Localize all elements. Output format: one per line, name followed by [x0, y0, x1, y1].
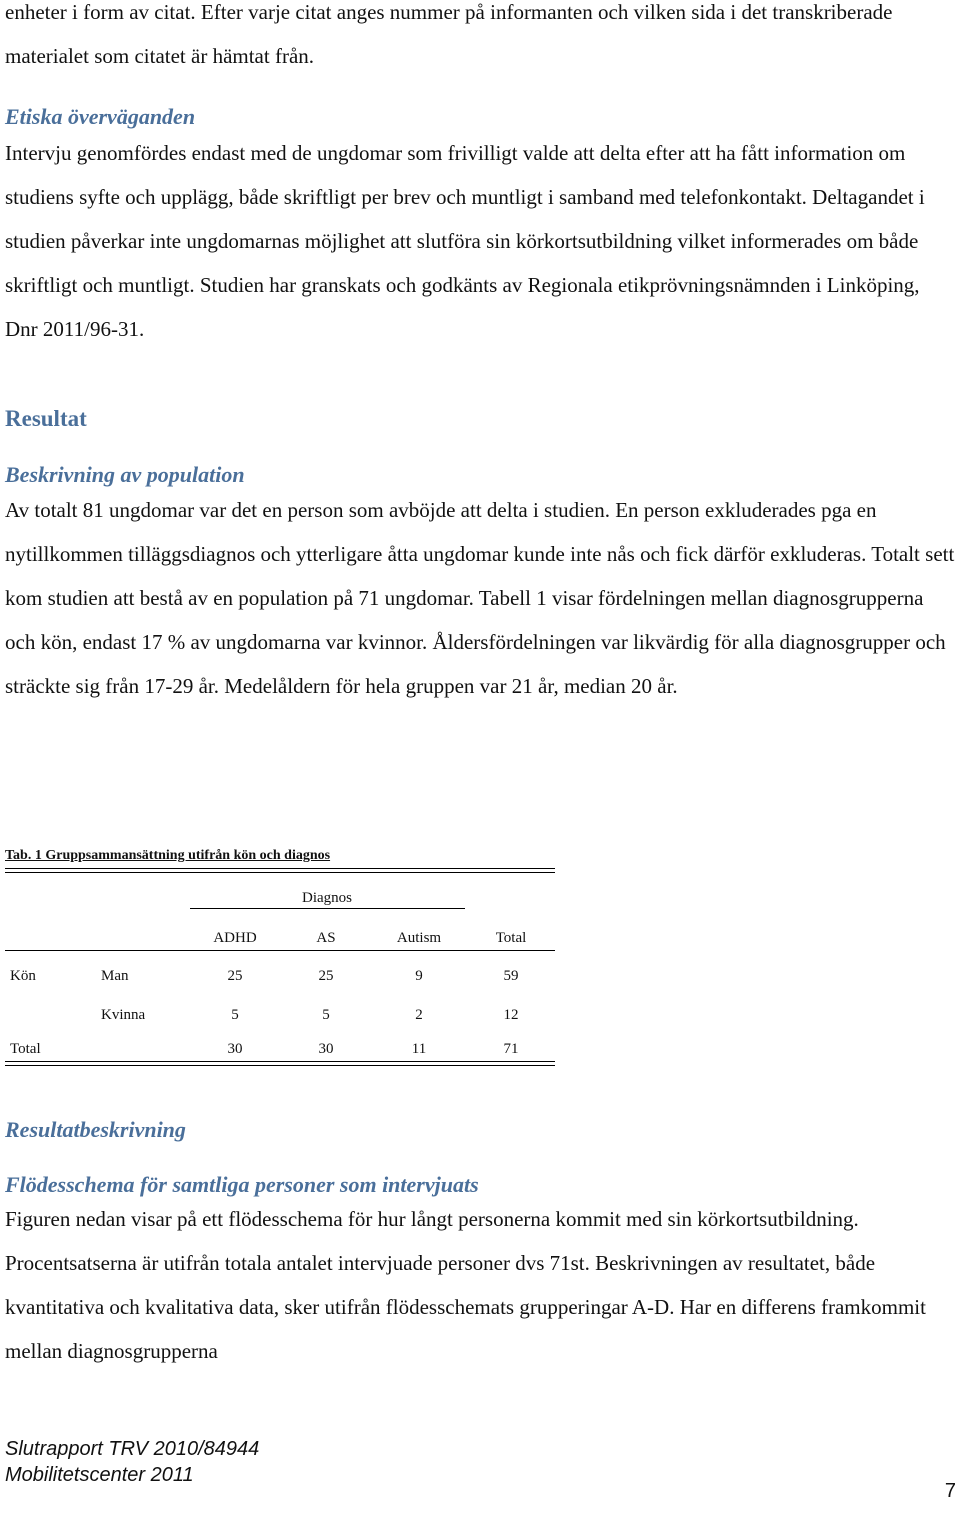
footer-report-id: Slutrapport TRV 2010/84944	[5, 1438, 260, 1460]
row-label-man: Man	[101, 968, 129, 984]
cell-man-total: 59	[503, 968, 519, 984]
cell-total-as: 30	[318, 1041, 334, 1057]
cell-man-adhd: 25	[227, 968, 243, 984]
ethics-heading: Etiska överväganden	[5, 104, 196, 129]
cell-man-autism: 9	[415, 968, 423, 984]
table-caption: Tab. 1 Gruppsammansättning utifrån kön och diagnos	[5, 848, 331, 863]
intro-paragraph: enheter i form av citat. Efter varje citat anges nummer på informanten och vilken sida i det transkriberade materialet som citatet är hämtat från.	[5, 0, 893, 68]
population-heading: Beskrivning av population	[5, 462, 245, 487]
col-as: AS	[316, 930, 336, 946]
table-bottom-rule-2	[5, 1065, 555, 1066]
header-rule	[5, 950, 555, 951]
table-top-rule	[5, 868, 555, 869]
col-total: Total	[495, 930, 527, 946]
cell-total-total: 71	[503, 1041, 519, 1057]
total-row-label: Total	[10, 1041, 41, 1057]
table-top-rule-2	[5, 872, 555, 873]
population-paragraph: Av totalt 81 ungdomar var det en person som avböjde att delta i studien. En person exkluderades pga en nytillkommen tilläggsdiagnos och ytterligare åtta ungdomar kunde inte nås och fick därför exkluderas. Totalt sett kom studien att bestå av en population på 71 ungdomar. Tabell 1 visar fördelningen mellan diagnosgrupperna och kön, endast 17 % av ungdomarna var kvinnor. Åldersfördelningen var likvärdig för alla diagnosgrupper och sträckte sig från 17-29 år. Medelåldern för hela gruppen var 21 år, median 20 år.	[5, 498, 955, 698]
cell-kvinna-autism: 2	[415, 1007, 423, 1023]
footer-organization: Mobilitetscenter 2011	[5, 1464, 194, 1486]
cell-man-as: 25	[318, 968, 334, 984]
flow-paragraph: Figuren nedan visar på ett flödesschema för hur långt personerna kommit med sin körkortsutbildning. Procentsatserna är utifrån totala antalet intervjuade personer dvs 71st. Beskrivningen av resultatet, både kvantitativa och kvalitativa data, sker utifrån flödesschemats grupperingar A-D. Har en differens framkommit mellan diagnosgrupperna	[5, 1207, 926, 1363]
cell-total-adhd: 30	[227, 1041, 243, 1057]
result-desc-heading: Resultatbeskrivning	[5, 1117, 186, 1142]
page-number: 7	[944, 1480, 956, 1502]
cell-kvinna-as: 5	[322, 1007, 330, 1023]
col-autism: Autism	[396, 930, 442, 946]
diagnos-header: Diagnos	[302, 890, 352, 906]
row-group-label: Kön	[10, 968, 36, 984]
table-bottom-rule	[5, 1061, 555, 1062]
cell-kvinna-adhd: 5	[231, 1007, 239, 1023]
diagnos-rule	[190, 908, 465, 909]
row-label-kvinna: Kvinna	[101, 1007, 146, 1023]
results-heading: Resultat	[5, 406, 87, 431]
cell-kvinna-total: 12	[503, 1007, 519, 1023]
cell-total-autism: 11	[411, 1041, 427, 1057]
flowchart-heading: Flödesschema för samtliga personer som intervjuats	[5, 1172, 479, 1197]
ethics-paragraph: Intervju genomfördes endast med de ungdomar som frivilligt valde att delta efter att ha fått information om studiens syfte och upplägg, både skriftligt per brev och muntligt i samband med telefonkontakt. Deltagandet i studien påverkar inte ungdomarnas möjlighet att slutföra sin körkortsutbildning vilket informerades om både skriftligt och muntligt. Studien har granskats och godkänts av Regionala etikprövningsnämnden i Linköping, Dnr 2011/96-31.	[5, 141, 925, 341]
col-adhd: ADHD	[213, 930, 257, 946]
